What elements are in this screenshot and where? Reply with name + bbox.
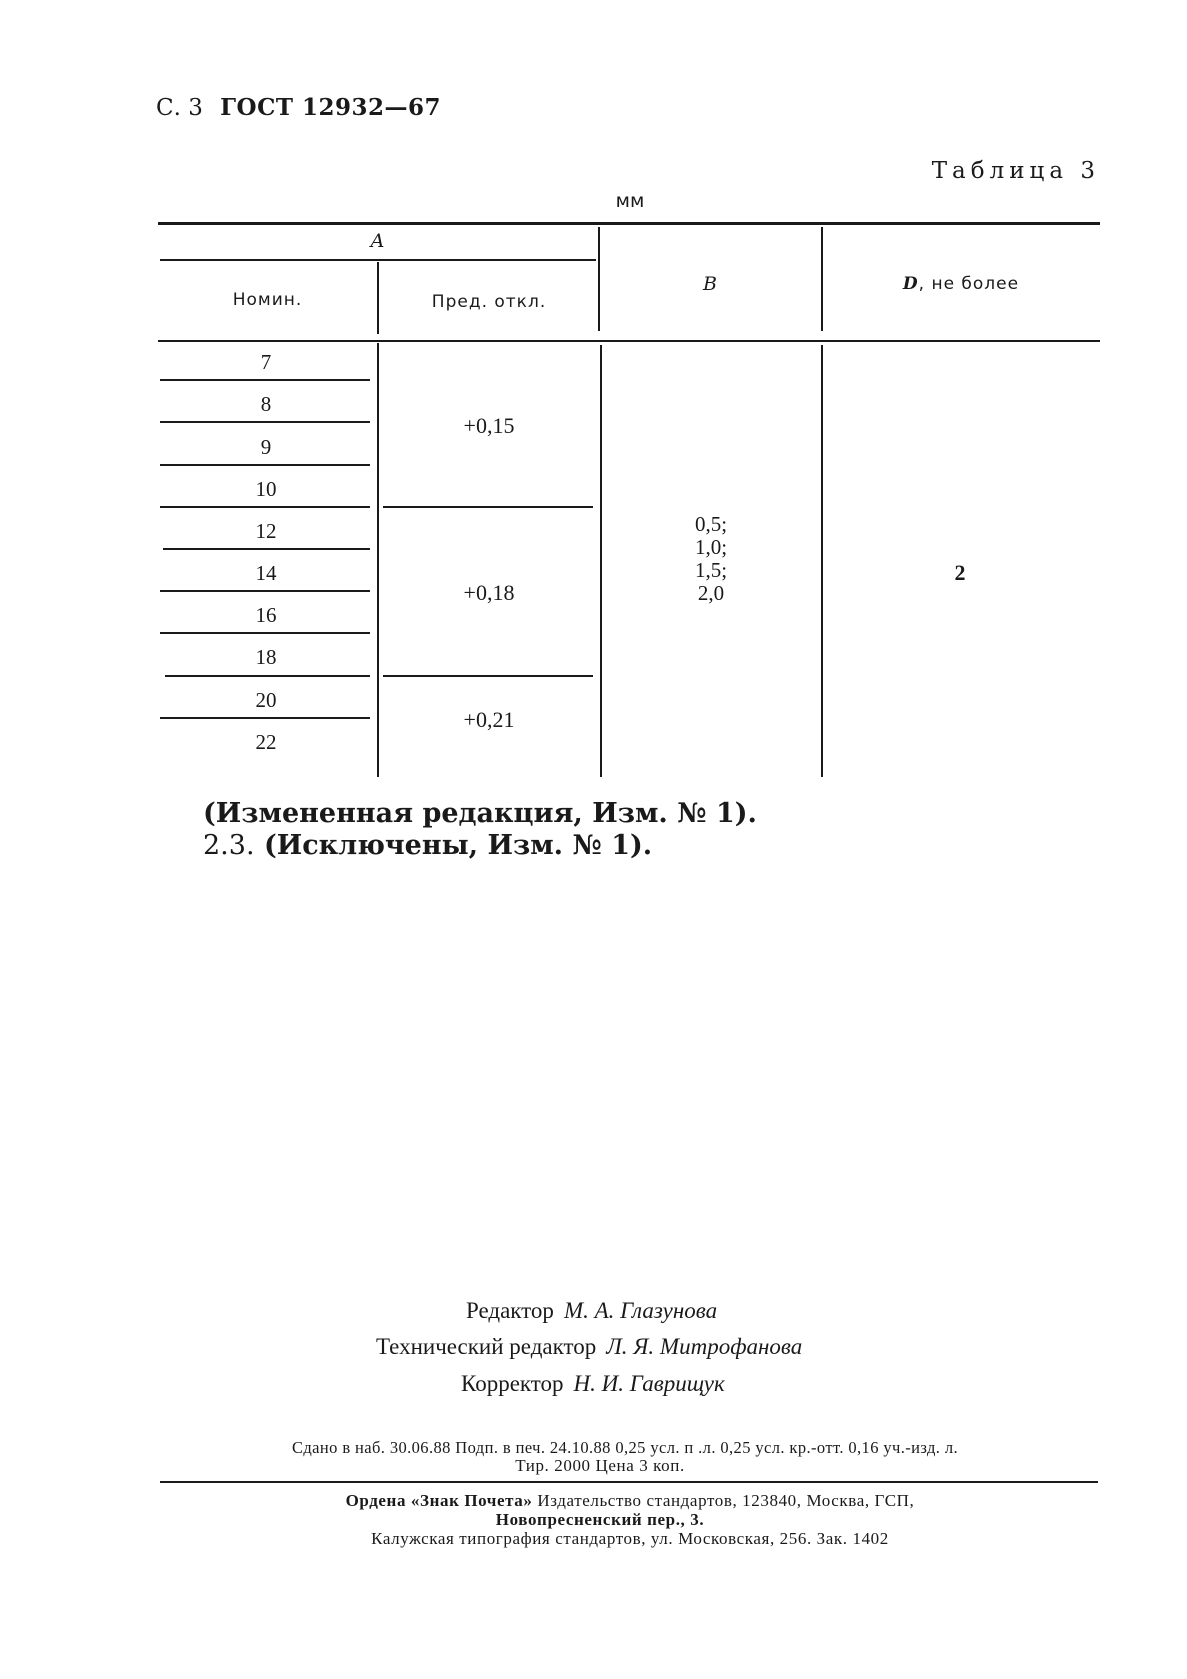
table-caption: Таблица 3 — [931, 158, 1100, 184]
nominal-rule-8 — [165, 675, 370, 677]
nominal-rule-6 — [160, 590, 370, 592]
nominal-rule-9 — [160, 717, 370, 719]
editor-role: Редактор — [466, 1298, 554, 1323]
nominal-rule-2 — [160, 421, 370, 423]
nominal-rule-1 — [160, 379, 370, 381]
header-bottom-rule — [158, 340, 1100, 342]
proofreader-role: Корректор — [461, 1371, 564, 1396]
clause-number: 2.3. — [203, 830, 255, 861]
editor-name: М. А. Глазунова — [563, 1298, 718, 1323]
header-d-var: D — [902, 274, 919, 294]
col-divider-deviation — [377, 343, 379, 777]
header-d — [823, 274, 1099, 294]
nominal-cell: 20 — [255, 688, 277, 712]
b-value: 0,5; — [694, 512, 728, 536]
nominal-rule-5 — [163, 548, 370, 550]
b-value: 1,5; — [694, 558, 728, 582]
proofreader-name: Н. И. Гаврищук — [573, 1371, 725, 1396]
imprint-rule — [160, 1481, 1098, 1483]
tech-editor-role: Технический редактор — [376, 1334, 597, 1359]
header-nominal: Номин. — [232, 290, 303, 310]
deviation-rule-2 — [383, 675, 593, 677]
b-value: 2,0 — [697, 581, 725, 605]
tech-editor-name: Л. Я. Митрофанова — [606, 1334, 803, 1359]
nominal-cell: 9 — [260, 435, 272, 459]
standard-number: ГОСТ 12932—67 — [220, 94, 442, 121]
table-top-rule — [158, 222, 1100, 225]
excluded-note — [203, 830, 652, 861]
nominal-cell: 8 — [260, 392, 272, 416]
header-a-group: A — [370, 230, 386, 252]
tech-editor-credit — [376, 1334, 802, 1360]
table-units: мм — [615, 190, 645, 212]
page-header — [156, 94, 441, 121]
imprint-line-3 — [200, 1491, 1060, 1511]
header-b: B — [703, 273, 718, 295]
imprint-line-1: Сдано в наб. 30.06.88 Подп. в печ. 24.10.88 0,25 усл. п .л. 0,25 усл. кр.-отт. 0,16 уч.-изд. л. — [291, 1438, 958, 1457]
nominal-cell: 7 — [260, 350, 272, 374]
nominal-cell: 18 — [255, 645, 277, 669]
imprint-line-2: Тир. 2000 Цена 3 коп. — [515, 1456, 685, 1475]
d-value-cell: 2 — [954, 560, 966, 585]
deviation-cell: +0,21 — [463, 707, 515, 732]
nominal-cell: 14 — [255, 561, 277, 585]
excluded-text: (Исключены, Изм. № 1). — [263, 830, 653, 861]
nominal-rule-3 — [160, 464, 370, 466]
nominal-cell: 10 — [255, 477, 277, 501]
b-value: 1,0; — [694, 535, 728, 559]
header-deviation: Пред. откл. — [431, 292, 547, 312]
header-d-suffix: , не более — [918, 274, 1020, 294]
b-values-cell — [600, 513, 822, 605]
nominal-cell: 12 — [255, 519, 277, 543]
nominal-cell: 22 — [255, 730, 277, 754]
col-divider-nominal — [377, 262, 379, 334]
deviation-cell: +0,18 — [463, 580, 515, 605]
page-number: С. 3 — [156, 95, 203, 121]
imprint-line-4: Новопресненский пер., 3. — [495, 1510, 705, 1529]
order-mark: Ордена «Знак Почета» — [345, 1491, 533, 1510]
deviation-cell: +0,15 — [463, 413, 515, 438]
imprint-line-5: Калужская типография стандартов, ул. Московская, 256. Зак. 1402 — [371, 1529, 889, 1548]
nominal-rule-7 — [160, 632, 370, 634]
nominal-cell: 16 — [255, 603, 277, 627]
amendment-note: (Измененная редакция, Изм. № 1). — [203, 798, 757, 829]
proofreader-credit — [461, 1371, 725, 1397]
deviation-rule-1 — [383, 506, 593, 508]
editor-credit — [466, 1298, 717, 1324]
a-group-rule — [160, 259, 596, 261]
publisher: Издательство стандартов, 123840, Москва, ГСП, — [537, 1491, 915, 1510]
nominal-rule-4 — [160, 506, 370, 508]
